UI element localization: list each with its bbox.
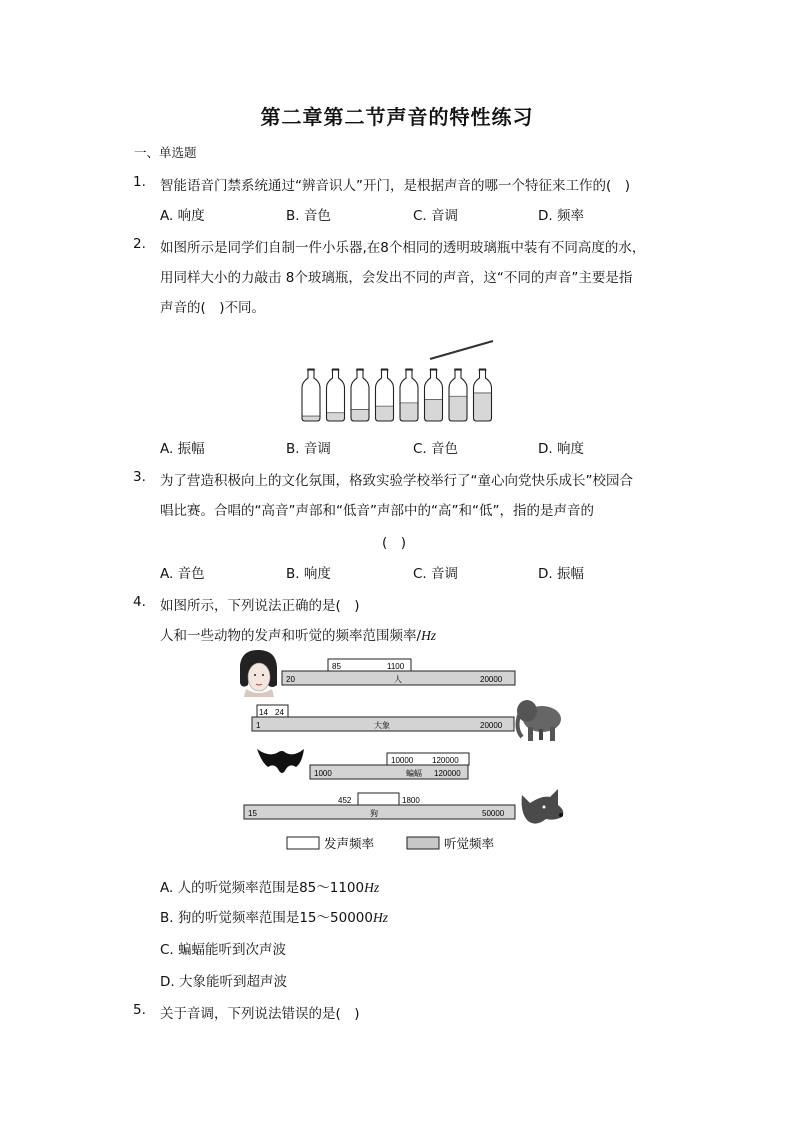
voice-max-label: 1800 (402, 796, 420, 805)
voice-min-label: 85 (332, 662, 341, 671)
hear-max-label: 120000 (434, 769, 461, 778)
striking-stick (430, 341, 493, 359)
hear-min-label: 1000 (314, 769, 332, 778)
question-text: 如图所示，下列说法正确的是( ) (160, 598, 360, 614)
option-b[interactable]: B. 响度 (286, 566, 331, 582)
figure-caption-unit: Hz (421, 628, 437, 643)
option-d-text: D. 大象能听到超声波 (160, 974, 287, 990)
option-b[interactable]: B. 音调 (286, 441, 331, 457)
water-fill (327, 413, 345, 421)
question-text-line: 用同样大小的力敲击 8个玻璃瓶，会发出不同的声音，这“不同的声音”主要是指 (160, 270, 633, 286)
option-a-text: A. 人的听觉频率范围是85～1100 (160, 880, 365, 896)
dog-head-icon (522, 789, 564, 824)
hear-max-label: 20000 (480, 721, 503, 730)
option-a[interactable]: A. 音色 (160, 566, 205, 582)
voice-min-label: 10000 (391, 756, 414, 765)
hear-max-label: 20000 (480, 675, 503, 684)
option-c[interactable]: C. 音调 (413, 566, 459, 582)
question-text: 智能语音门禁系统通过“辨音识人”开门，是根据声音的哪一个特征来工作的( ) (160, 178, 631, 194)
bottles-figure (296, 336, 500, 428)
option-c[interactable]: C. 音调 (413, 208, 459, 224)
question-text-line: 为了营造积极向上的文化氛围，格致实验学校举行了“童心向党快乐成长”校园合 (160, 473, 633, 489)
question-number: 2. (133, 236, 146, 252)
legend (287, 836, 495, 851)
question-text-line: 声音的( )不同。 (160, 300, 266, 316)
bottle (327, 369, 345, 421)
water-fill (400, 403, 418, 421)
question-text-line: ( ) (382, 535, 407, 551)
row-name-label: 大象 (374, 721, 390, 730)
option-a[interactable] (160, 876, 379, 896)
bottle-outline (302, 369, 320, 421)
question-text-line: 唱比赛。合唱的“高音”声部和“低音”声部中的“高”和“低”，指的是声音的 (160, 503, 594, 519)
hear-min-label: 15 (248, 809, 257, 818)
water-fill (449, 396, 467, 421)
row-dog (244, 789, 563, 824)
page-title: 第二章第二节声音的特性练习 (260, 105, 534, 129)
question-number: 1. (133, 174, 146, 190)
option-c[interactable]: C. 音色 (413, 441, 459, 457)
bottle (474, 369, 492, 421)
question-number: 3. (133, 469, 146, 485)
voice-max-label: 120000 (432, 756, 459, 765)
option-b-text: B. 狗的听觉频率范围是15～50000 (160, 910, 373, 926)
question-number: 5. (133, 1002, 146, 1018)
bottle (376, 369, 394, 421)
frequency-range-figure (232, 645, 572, 860)
legend-voice-label: 发声频率 (324, 837, 375, 851)
figure-caption (160, 624, 436, 644)
option-c[interactable] (160, 938, 286, 958)
bottle (425, 369, 443, 421)
bottle (449, 369, 467, 421)
legend-hear-label: 听觉频率 (444, 837, 495, 851)
section-heading: 一、单选题 (134, 145, 197, 160)
bottle (400, 369, 418, 421)
water-fill (425, 400, 443, 421)
option-b[interactable]: B. 音色 (286, 208, 331, 224)
bottle (302, 369, 320, 421)
option-a-unit: Hz (364, 880, 380, 895)
figure-caption-text: 人和一些动物的发声和听觉的频率范围频率/ (160, 628, 422, 644)
question-text-line: 如图所示是同学们自制一件小乐器,在8个相同的透明玻璃瓶中装有不同高度的水， (160, 240, 646, 256)
voice-max-label: 24 (275, 708, 284, 717)
row-human (240, 650, 515, 697)
question-number: 4. (133, 594, 146, 610)
water-fill (474, 393, 492, 421)
option-a[interactable]: A. 振幅 (160, 441, 205, 457)
water-fill (351, 409, 369, 421)
woman-head-icon (240, 650, 277, 697)
option-d[interactable] (160, 970, 287, 990)
elephant-icon (517, 700, 561, 741)
hear-max-label: 50000 (482, 809, 505, 818)
bottle (351, 369, 369, 421)
question-text: 关于音调，下列说法错误的是( ) (160, 1006, 360, 1022)
option-d[interactable]: D. 响度 (538, 441, 584, 457)
option-d[interactable]: D. 振幅 (538, 566, 584, 582)
option-b[interactable] (160, 906, 388, 926)
row-name-label: 人 (394, 675, 402, 684)
hear-min-label: 20 (286, 675, 295, 684)
option-b-unit: Hz (372, 910, 388, 925)
hear-min-label: 1 (256, 721, 261, 730)
row-bat (257, 749, 469, 779)
option-a[interactable]: A. 响度 (160, 208, 205, 224)
row-name-label: 蝙蝠 (406, 769, 422, 778)
voice-min-label: 14 (259, 708, 268, 717)
option-c-text: C. 蝙蝠能听到次声波 (160, 942, 287, 958)
voice-max-label: 1100 (387, 662, 405, 671)
water-fill (302, 416, 320, 421)
voice-min-label: 452 (338, 796, 352, 805)
bat-icon (257, 749, 304, 773)
water-fill (376, 406, 394, 421)
row-name-label: 狗 (370, 809, 378, 818)
row-elephant (252, 700, 561, 741)
option-d[interactable]: D. 频率 (538, 208, 584, 224)
